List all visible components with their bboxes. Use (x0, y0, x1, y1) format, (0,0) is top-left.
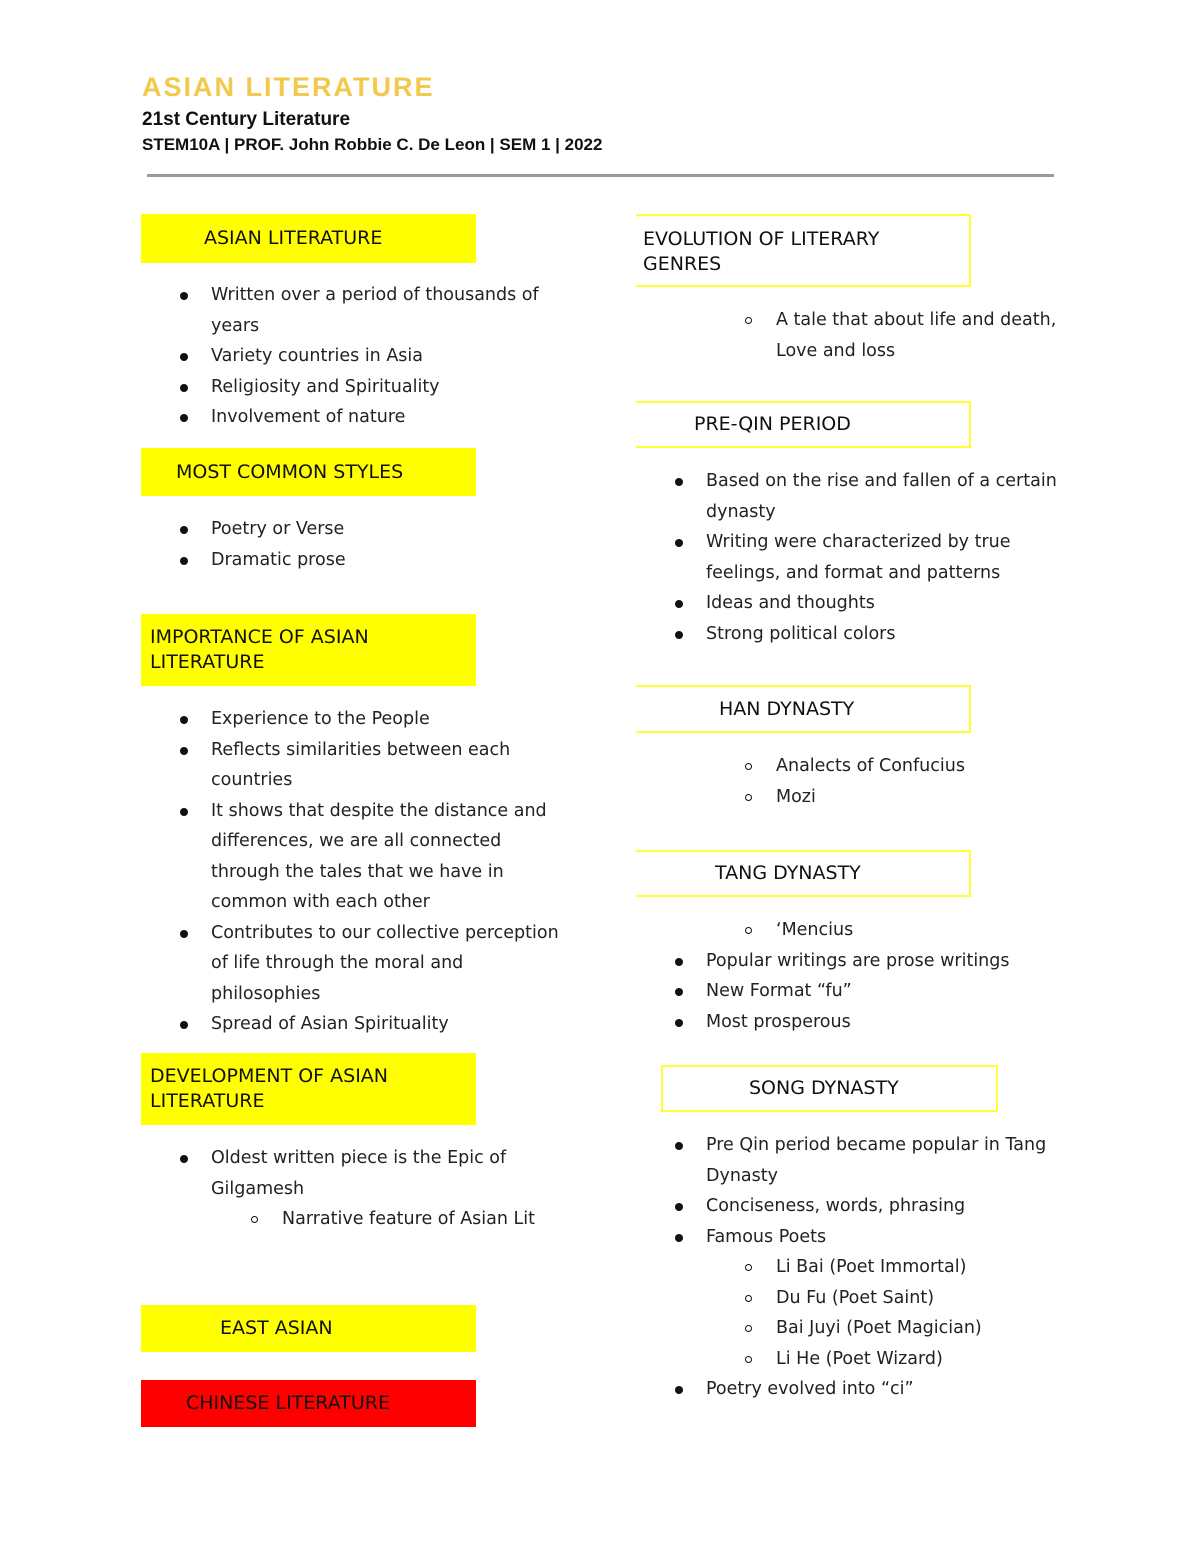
list-item: Strong political colors (706, 619, 1076, 650)
han-list (776, 751, 1076, 812)
bullet-icon (180, 526, 188, 534)
bullet-icon (180, 747, 188, 755)
list-item: Experience to the People (211, 704, 581, 735)
list-item: Pre Qin period became popular in Tang (706, 1130, 1076, 1161)
list-item: differences, we are all connected (211, 831, 502, 851)
heading-asian-literature (141, 214, 476, 263)
heading-text: EAST ASIAN (220, 1317, 333, 1339)
heading-han-dynasty (636, 685, 971, 733)
list-item: Gilgamesh (211, 1178, 305, 1199)
circle-bullet-icon (745, 1325, 752, 1332)
bullet-icon (180, 292, 188, 300)
list-item: Li He (Poet Wizard) (776, 1344, 1076, 1375)
list-item: Poetry evolved into “ci” (706, 1374, 1076, 1405)
list-item: Dynasty (706, 1165, 778, 1186)
list-item: through the tales that we have in (211, 861, 504, 882)
course-subtitle: 21st Century Literature (142, 109, 351, 130)
list-item: Popular writings are prose writings (706, 946, 1076, 977)
heading-evolution (636, 214, 971, 287)
list-item: Poetry or Verse (211, 514, 571, 545)
list-item: ‘Mencius (776, 915, 1076, 946)
bullet-icon (180, 1021, 188, 1029)
list-item: Analects of Confucius (776, 751, 1076, 782)
list-item: Writing were characterized by true (706, 527, 1076, 558)
heading-text: PRE-QIN PERIOD (694, 413, 851, 435)
heading-text: TANG DYNASTY (715, 862, 861, 884)
circle-bullet-icon (745, 794, 752, 801)
list-item: Bai Juyi (Poet Magician) (776, 1313, 1076, 1344)
heading-text-line1: IMPORTANCE OF ASIAN (150, 626, 369, 648)
list-item: Spread of Asian Spirituality (211, 1009, 581, 1040)
importance-list (211, 704, 581, 1040)
asian-literature-list (211, 280, 571, 433)
list-item: A tale that about life and death, (776, 305, 1076, 336)
bullet-icon (675, 478, 683, 486)
list-item: Oldest written piece is the Epic of (211, 1143, 571, 1174)
bullet-icon (180, 414, 188, 422)
styles-list (211, 514, 571, 575)
list-item: Reflects similarities between each (211, 735, 581, 766)
list-item: Love and loss (776, 340, 896, 361)
heading-text: CHINESE LITERATURE (186, 1392, 390, 1414)
heading-text: HAN DYNASTY (719, 697, 855, 720)
list-item: Based on the rise and fallen of a certain (706, 466, 1076, 497)
bullet-icon (675, 1386, 683, 1394)
list-item: Most prosperous (706, 1007, 1076, 1038)
heading-importance (141, 614, 476, 686)
heading-text: ASIAN LITERATURE (204, 227, 383, 249)
bullet-icon (675, 1142, 683, 1150)
bullet-icon (675, 988, 683, 996)
list-item: years (211, 315, 260, 336)
heading-development (141, 1053, 476, 1125)
heading-song-dynasty (661, 1065, 998, 1112)
heading-text-line1: DEVELOPMENT OF ASIAN (150, 1065, 389, 1087)
list-item: Religiosity and Spirituality (211, 372, 571, 403)
development-list (211, 1143, 571, 1235)
list-item: Li Bai (Poet Immortal) (776, 1252, 1076, 1283)
course-meta: STEM10A | PROF. John Robbie C. De Leon | SEM 1 | 2022 (142, 135, 603, 154)
list-item: New Format “fu” (706, 976, 1076, 1007)
circle-bullet-icon (745, 1295, 752, 1302)
bullet-icon (675, 600, 683, 608)
list-item: Ideas and thoughts (706, 588, 1076, 619)
evolution-list (776, 305, 1076, 366)
bullet-icon (180, 930, 188, 938)
bullet-icon (180, 384, 188, 392)
bullet-icon (675, 1234, 683, 1242)
bullet-icon (675, 958, 683, 966)
list-item: Involvement of nature (211, 402, 571, 433)
list-item: of life through the moral and (211, 953, 464, 973)
list-item: Conciseness, words, phrasing (706, 1191, 1076, 1222)
heading-tang-dynasty (636, 850, 971, 897)
circle-bullet-icon (745, 1356, 752, 1363)
heading-text-line2: LITERATURE (150, 1090, 265, 1112)
heading-text-line1: EVOLUTION OF LITERARY (643, 228, 880, 250)
bullet-icon (180, 1155, 188, 1163)
heading-text: SONG DYNASTY (749, 1077, 899, 1099)
list-item: Du Fu (Poet Saint) (776, 1283, 1076, 1314)
bullet-icon (675, 1019, 683, 1027)
circle-bullet-icon (745, 927, 752, 934)
list-item: Famous Poets (706, 1222, 1076, 1253)
list-item: countries (211, 770, 293, 790)
circle-bullet-icon (251, 1216, 258, 1223)
bullet-icon (675, 539, 683, 547)
list-item: It shows that despite the distance and (211, 796, 581, 827)
bullet-icon (675, 631, 683, 639)
heading-text-line2: GENRES (643, 253, 722, 275)
list-item: Mozi (776, 782, 1076, 813)
list-item: feelings, and format and patterns (706, 562, 1001, 583)
tang-list (706, 915, 1076, 1037)
list-item: Narrative feature of Asian Lit (282, 1204, 571, 1235)
list-item: Dramatic prose (211, 545, 571, 576)
heading-pre-qin (636, 401, 971, 448)
heading-most-common-styles (141, 448, 476, 496)
heading-east-asian (141, 1305, 476, 1352)
list-item: Contributes to our collective perception (211, 918, 581, 949)
list-item: dynasty (706, 501, 776, 522)
circle-bullet-icon (745, 763, 752, 770)
list-item: Written over a period of thousands of (211, 280, 571, 311)
bullet-icon (180, 808, 188, 816)
bullet-icon (675, 1203, 683, 1211)
list-item: Variety countries in Asia (211, 341, 571, 372)
heading-text-line2: LITERATURE (150, 651, 265, 673)
pre-qin-list (706, 466, 1076, 649)
circle-bullet-icon (745, 317, 752, 324)
header-divider (147, 174, 1054, 177)
bullet-icon (180, 353, 188, 361)
document-title: ASIAN LITERATURE (142, 72, 435, 102)
circle-bullet-icon (745, 1264, 752, 1271)
list-item: common with each other (211, 892, 430, 912)
heading-chinese-literature (141, 1380, 476, 1427)
heading-text: MOST COMMON STYLES (176, 460, 404, 483)
song-list (706, 1130, 1076, 1405)
bullet-icon (180, 716, 188, 724)
bullet-icon (180, 557, 188, 565)
list-item: philosophies (211, 983, 321, 1004)
